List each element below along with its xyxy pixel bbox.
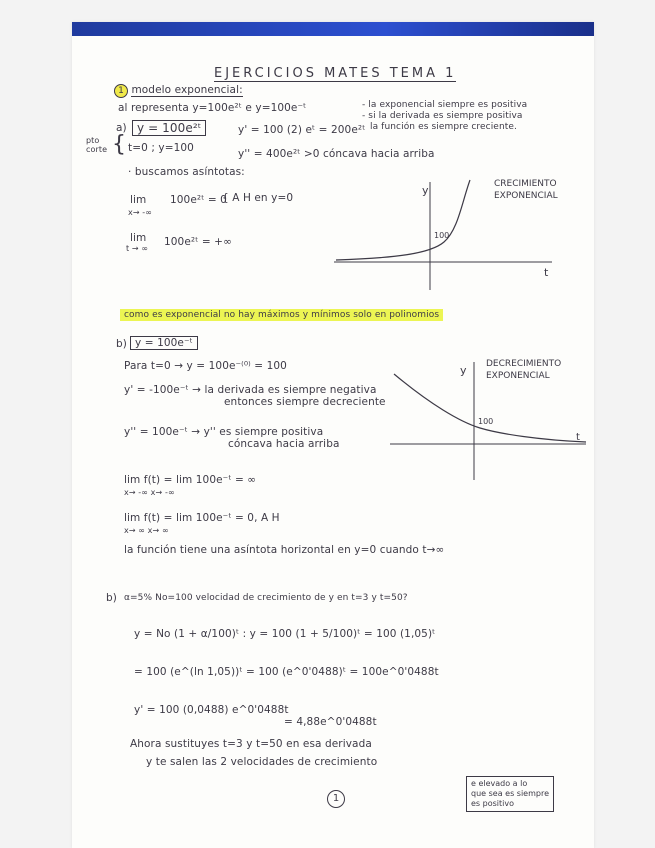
section1-heading: [114, 84, 243, 98]
corte-eq: t=0 ; y=100: [128, 142, 194, 154]
page-top-band: [72, 22, 594, 36]
section-b2-statement: α=5% No=100 velocidad de crecimiento de y en t=3 y t=50?: [124, 593, 408, 603]
limit1-lim: lim: [130, 194, 147, 206]
graph1-y-label: y: [422, 184, 429, 197]
lim2-sub: x→ ∞ x→ ∞: [124, 526, 169, 535]
eq2-line: = 100 (e^(ln 1,05))ᵗ = 100 (e^0'0488)ᵗ = 100e^0'0488t: [134, 666, 439, 678]
page-number: 1: [327, 790, 345, 808]
note-a3: la función es siempre creciente.: [370, 122, 517, 132]
pto-corte-label: pto corte: [86, 136, 108, 154]
part-a-label: a): [116, 122, 127, 134]
eq5-line: y te salen las 2 velocidades de crecimiento: [146, 756, 378, 768]
section-b2-label: b): [106, 592, 117, 604]
footer-note-line2: que sea es siempre: [471, 789, 549, 798]
footer-note-line1: e elevado a lo: [471, 779, 528, 788]
deriv1-b-line: entonces siempre decreciente: [224, 396, 386, 408]
para-line: Para t=0 → y = 100e⁻⁽⁰⁾ = 100: [124, 360, 287, 372]
notebook-page: [72, 22, 594, 848]
derivative1: y' = 100 (2) eᵗ = 200e²ᵗ: [238, 124, 366, 136]
limit2-expr: 100e²ᵗ = +∞: [164, 236, 232, 248]
graph1-title-line1: CRECIMIENTO: [494, 179, 557, 189]
eq3-b-line: = 4,88e^0'0488t: [284, 716, 377, 728]
note-a1: - la exponencial siempre es positiva: [362, 100, 528, 110]
section-number-badge: 1: [114, 84, 128, 98]
graph1-curve: [336, 180, 470, 260]
brace: {: [112, 132, 127, 157]
limit2-sub: t → ∞: [126, 244, 149, 253]
eq4-line: Ahora sustituyes t=3 y t=50 en esa derivada: [130, 738, 372, 750]
graph1-x-label: t: [544, 266, 549, 279]
section1-heading-text: modelo exponencial:: [131, 84, 243, 96]
graph-exponential-decay: [390, 352, 590, 482]
limit1-expr: 100e²ᵗ = 0: [170, 194, 227, 206]
eq3-line: y' = 100 (0,0488) e^0'0488t: [134, 704, 289, 716]
graph2-title-line1: DECRECIMIENTO: [486, 359, 562, 369]
eq1-line: y = No (1 + α/100)ᵗ : y = 100 (1 + 5/100)ᵗ = 100 (1,05)ᵗ: [134, 628, 436, 640]
asintotas-heading: · buscamos asíntotas:: [128, 166, 245, 178]
graph-exponential-growth: [334, 172, 558, 292]
lim1-sub: x→ -∞ x→ -∞: [124, 488, 175, 497]
graph2-x-label: t: [576, 432, 580, 443]
footer-note-box: [466, 776, 554, 812]
section-b-label: b): [116, 338, 127, 350]
lim2-line: lim f(t) = lim 100e⁻ᵗ = 0, A H: [124, 512, 280, 524]
func-b-boxed: y = 100e⁻ᵗ: [130, 336, 198, 350]
limit2-lim: lim: [130, 232, 147, 244]
func-a-boxed: y = 100e²ᵗ: [132, 120, 206, 136]
graph1-intercept: 100: [434, 231, 450, 240]
graph2-y-label: y: [460, 364, 467, 377]
graph2-title-line2: EXPONENCIAL: [486, 371, 550, 381]
deriv1-line: y' = -100e⁻ᵗ → la derivada es siempre negativa: [124, 384, 377, 396]
footer-note-line3: es positivo: [471, 799, 514, 808]
note-a2: - si la derivada es siempre positiva: [362, 111, 523, 121]
conclusion-line: la función tiene una asíntota horizontal en y=0 cuando t→∞: [124, 544, 445, 556]
deriv2-line: y'' = 100e⁻ᵗ → y'' es siempre positiva: [124, 426, 324, 438]
deriv2-b-line: cóncava hacia arriba: [228, 438, 340, 450]
derivative2: y'' = 400e²ᵗ >0 cóncava hacia arriba: [238, 148, 435, 160]
highlight-note: como es exponencial no hay máximos y mínimos solo en polinomios: [120, 309, 443, 321]
lim1-line: lim f(t) = lim 100e⁻ᵗ = ∞: [124, 474, 257, 486]
limit1-sub: x→ -∞: [128, 208, 153, 217]
page-title: EJERCICIOS MATES TEMA 1: [214, 66, 457, 81]
graph1-title-line2: EXPONENCIAL: [494, 191, 558, 201]
section1-intro: al representa y=100e²ᵗ e y=100e⁻ᵗ: [118, 102, 307, 114]
graph2-curve: [394, 374, 586, 442]
graph2-intercept: 100: [478, 417, 494, 426]
limit1-note: { A H en y=0: [222, 192, 294, 204]
